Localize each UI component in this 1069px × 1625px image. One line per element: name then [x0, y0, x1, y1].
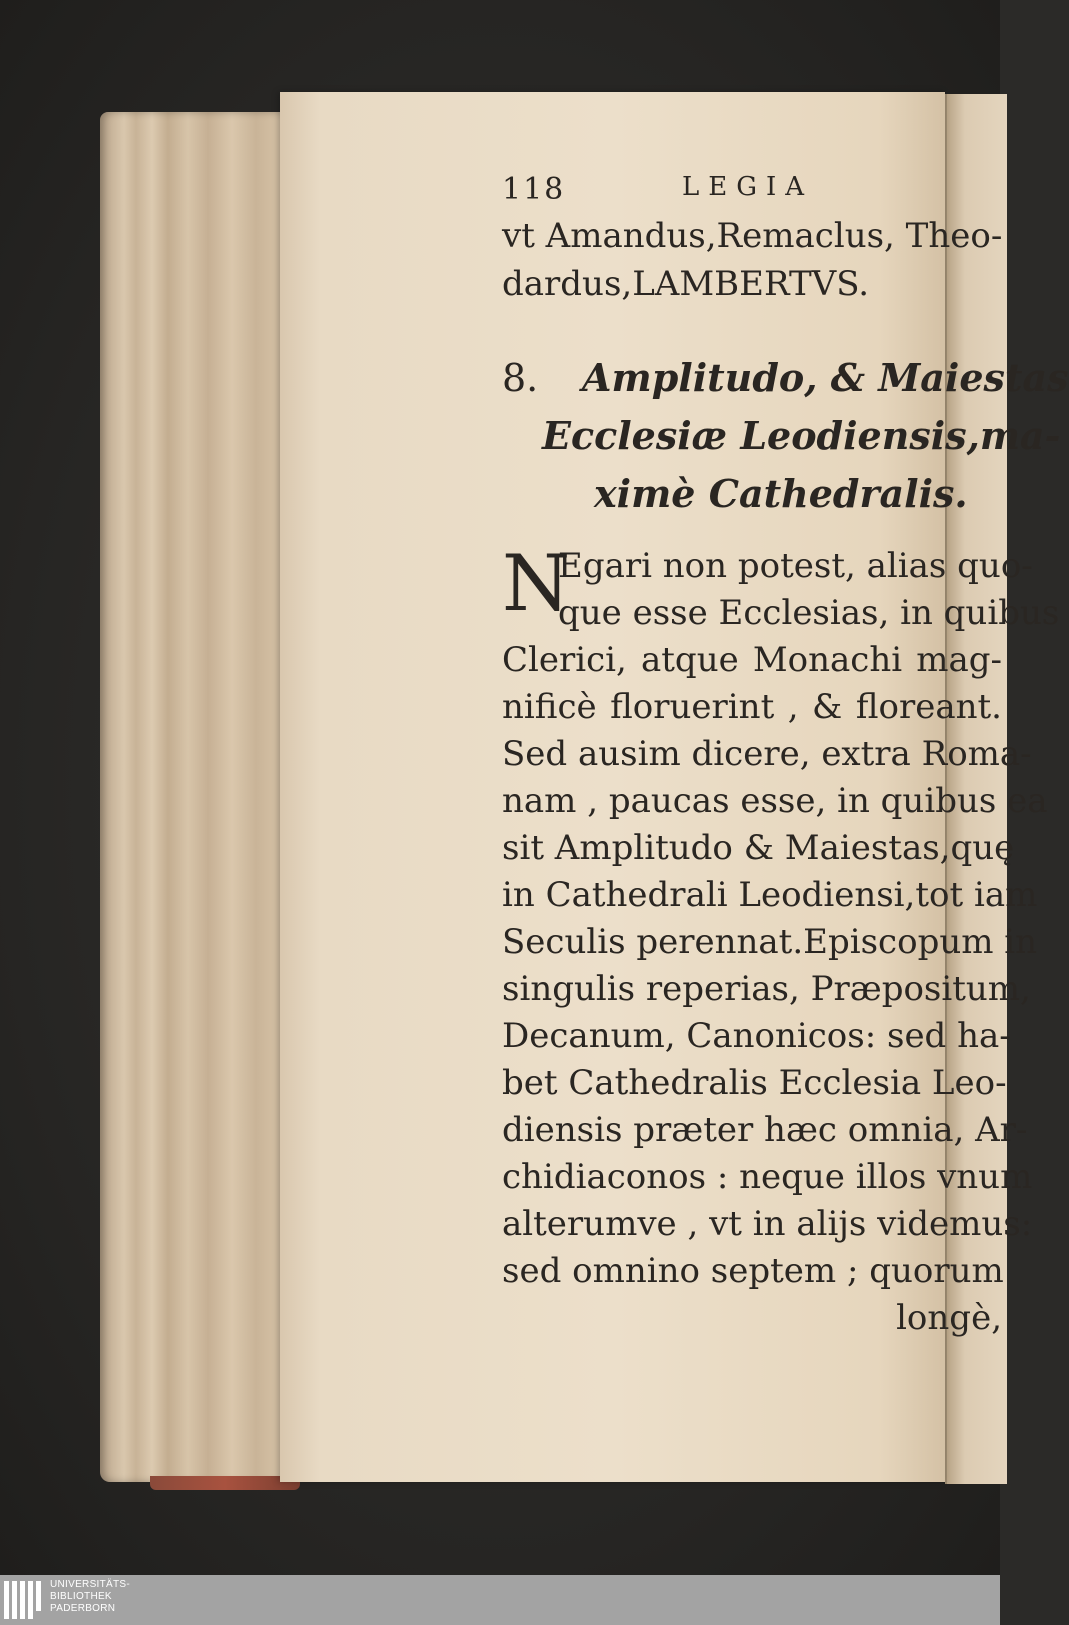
library-name-line: UNIVERSITÄTS- [50, 1579, 131, 1590]
text-line: Egari non potest, alias quo- [558, 546, 1033, 586]
text-line: Seculis perennat.Episcopum in [502, 922, 1038, 962]
heading-line: ximè Cathedralis. [594, 471, 968, 516]
running-head-title: LEGIA [682, 172, 814, 202]
section-number: 8. [502, 356, 539, 400]
book-page [280, 92, 1069, 1482]
text-line: sit Amplitudo & Maiestas,quę [502, 828, 1015, 868]
text-line: Sed ausim dicere, extra Roma- [502, 734, 1032, 774]
text-line: sed omnino septem ; quorum [502, 1251, 1004, 1291]
library-name-line: BIBLIOTHEK [50, 1591, 112, 1602]
text-line: diensis præter hæc omnia, Ar- [502, 1110, 1028, 1150]
running-head [502, 172, 822, 208]
text-line: nam , paucas esse, in quibus ea [502, 781, 1048, 821]
text-line: bet Cathedralis Ecclesia Leo- [502, 1063, 1007, 1103]
drop-cap: N [502, 539, 571, 629]
text-line: in Cathedrali Leodiensi,tot iam [502, 875, 1038, 915]
text-line: singulis reperias, Præpositum, [502, 969, 1031, 1009]
heading-line: Ecclesiæ Leodiensis,ma- [542, 413, 1061, 458]
section-heading [502, 350, 1069, 406]
text-line: chidiaconos : neque illos vnum [502, 1157, 1033, 1197]
text-line: que esse Ecclesias, in quibus [558, 593, 1060, 633]
text-line: Clerici, atque Monachi mag- [502, 640, 1002, 680]
text-line: dardus,LAMBERTVS. [502, 264, 870, 304]
text-line: alterumve , vt in alijs videmus: [502, 1204, 1033, 1244]
text-line: vt Amandus,Remaclus, Theo- [502, 216, 1003, 256]
page-edges [100, 112, 300, 1482]
book [100, 92, 1069, 1487]
library-name-line: PADERBORN [50, 1603, 116, 1614]
library-logo-icon [0, 1577, 46, 1623]
body-paragraph [502, 539, 1060, 1338]
heading-line: Amplitudo, & Maiestas [582, 355, 1069, 400]
library-footer-bar [0, 1575, 1000, 1625]
text-line: Decanum, Canonicos: sed ha- [502, 1016, 1011, 1056]
catchword: longè, [896, 1298, 1002, 1338]
text-line: nificè floruerint , & floreant. [502, 687, 1002, 727]
page-number: 118 [502, 172, 566, 207]
library-name [50, 1579, 130, 1615]
